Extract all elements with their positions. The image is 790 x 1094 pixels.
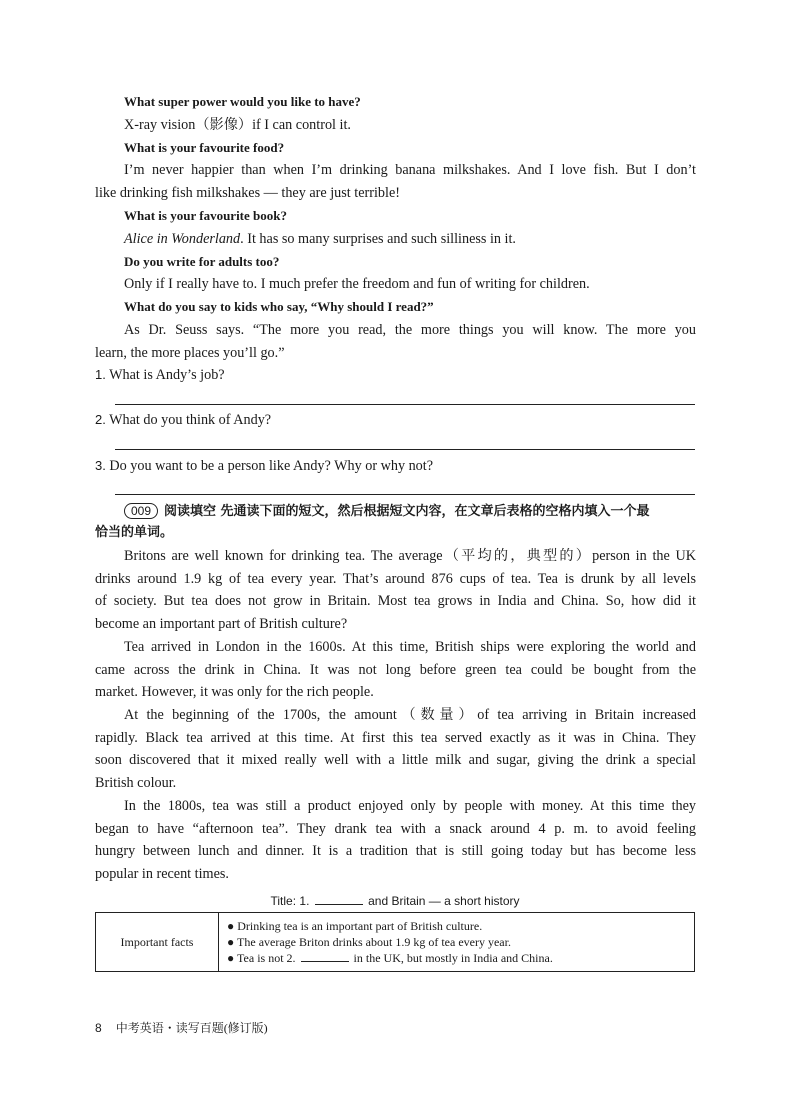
question-number: 3. bbox=[95, 458, 106, 473]
page-footer bbox=[95, 1019, 268, 1036]
table-title bbox=[0, 893, 790, 908]
fact-item bbox=[227, 950, 553, 966]
passage-line: came across the drink in China. It was not long before green tea could be bought from the bbox=[95, 662, 696, 678]
fact-text-prefix: Tea is not 2. bbox=[237, 951, 296, 965]
fact-text: The average Briton drinks about 1.9 kg of tea every year. bbox=[237, 935, 511, 949]
page-number: 8 bbox=[95, 1021, 102, 1035]
passage-line: popular in recent times. bbox=[95, 866, 229, 882]
interview-answer-3 bbox=[124, 228, 516, 250]
task-instruction-line-2: 恰当的单词。 bbox=[95, 525, 174, 540]
fact-item bbox=[227, 918, 553, 934]
question-text: What is Andy’s job? bbox=[109, 367, 225, 383]
answer-line-2[interactable] bbox=[115, 449, 695, 450]
interview-question-1: What super power would you like to have? bbox=[124, 94, 361, 109]
passage-line: drinks around 1.9 kg of tea every year. That’s around 876 cups of tea. Tea is drunk by all levels bbox=[95, 571, 696, 587]
table-right-cell bbox=[227, 918, 553, 966]
bullet-icon: ● bbox=[227, 951, 235, 965]
answer-blank-2[interactable] bbox=[301, 950, 349, 962]
interview-answer-3-rest: . It has so many surprises and such silliness in it. bbox=[240, 231, 516, 247]
question-number: 1. bbox=[95, 367, 106, 382]
passage-line: began to have “afternoon tea”. They drank tea with a snack around 4 p. m. to avoid feeling bbox=[95, 821, 696, 837]
interview-question-3: What is your favourite book? bbox=[124, 208, 287, 223]
answer-line-3[interactable] bbox=[115, 494, 695, 495]
question-number: 2. bbox=[95, 412, 106, 427]
table-left-cell: Important facts bbox=[96, 913, 219, 971]
passage-line: market. However, it was only for the rich people. bbox=[95, 684, 374, 700]
interview-answer-2-line-1: I’m never happier than when I’m drinking banana milkshakes. And I love fish. But I don’t bbox=[124, 162, 696, 178]
question-1 bbox=[95, 364, 225, 386]
task-heading bbox=[124, 500, 650, 523]
table-title-suffix: and Britain — a short history bbox=[368, 894, 520, 908]
interview-question-5: What do you say to kids who say, “Why should I read?” bbox=[124, 299, 434, 314]
interview-answer-2-line-2: like drinking fish milkshakes — they are just terrible! bbox=[95, 185, 400, 201]
question-3 bbox=[95, 455, 433, 477]
fact-text: Drinking tea is an important part of British culture. bbox=[237, 919, 483, 933]
interview-answer-5-line-2: learn, the more places you’ll go.” bbox=[95, 345, 285, 361]
facts-table bbox=[95, 912, 695, 972]
passage-line: At the beginning of the 1700s, the amount（数量）of tea arriving in Britain increased bbox=[124, 707, 696, 723]
interview-answer-4: Only if I really have to. I much prefer the freedom and fun of writing for children. bbox=[124, 276, 590, 292]
fact-text-suffix: in the UK, but mostly in India and China. bbox=[353, 951, 553, 965]
passage-line: British colour. bbox=[95, 775, 177, 791]
passage-line: In the 1800s, tea was still a product enjoyed only by people with money. At this time they bbox=[124, 798, 696, 814]
bullet-icon: ● bbox=[227, 919, 235, 933]
interview-question-2: What is your favourite food? bbox=[124, 140, 285, 155]
question-2 bbox=[95, 409, 271, 431]
passage-line: rapidly. Black tea arrived at this time. At first this tea served exactly as it was in China. They bbox=[95, 730, 696, 746]
passage-line: become an important part of British culture? bbox=[95, 616, 348, 632]
passage-line: Tea arrived in London in the 1600s. At this time, British ships were exploring the world and bbox=[124, 639, 696, 655]
book-title: Alice in Wonderland bbox=[124, 231, 241, 247]
table-title-prefix: Title: 1. bbox=[270, 894, 310, 908]
passage-line: hungry between lunch and dinner. It is a tradition that is still going today but has become less bbox=[95, 843, 696, 859]
passage-line: of society. But tea does not grow in Britain. Most tea grows in India and China. So, how did it bbox=[95, 593, 696, 609]
passage-line: soon discovered that it mixed really well with a little milk and sugar, giving the drink a special bbox=[95, 752, 696, 768]
book-title-footer: 中考英语・读写百题(修订版) bbox=[115, 1021, 268, 1035]
passage-line: Britons are well known for drinking tea. The average（平均的，典型的）person in the UK bbox=[124, 548, 696, 564]
answer-blank-1[interactable] bbox=[315, 893, 363, 905]
bullet-icon: ● bbox=[227, 935, 235, 949]
question-text: What do you think of Andy? bbox=[109, 412, 272, 428]
fact-item bbox=[227, 934, 553, 950]
task-number-badge: 009 bbox=[124, 503, 158, 519]
interview-question-4: Do you write for adults too? bbox=[124, 254, 280, 269]
question-text: Do you want to be a person like Andy? Why or why not? bbox=[109, 458, 434, 474]
interview-answer-1: X-ray vision（影像）if I can control it. bbox=[124, 117, 351, 133]
task-instruction-line-1: 阅读填空 先通读下面的短文，然后根据短文内容，在文章后表格的空格内填入一个最 bbox=[164, 504, 650, 519]
interview-answer-5-line-1: As Dr. Seuss says. “The more you read, the more things you will know. The more you bbox=[124, 322, 696, 338]
answer-line-1[interactable] bbox=[115, 404, 695, 405]
